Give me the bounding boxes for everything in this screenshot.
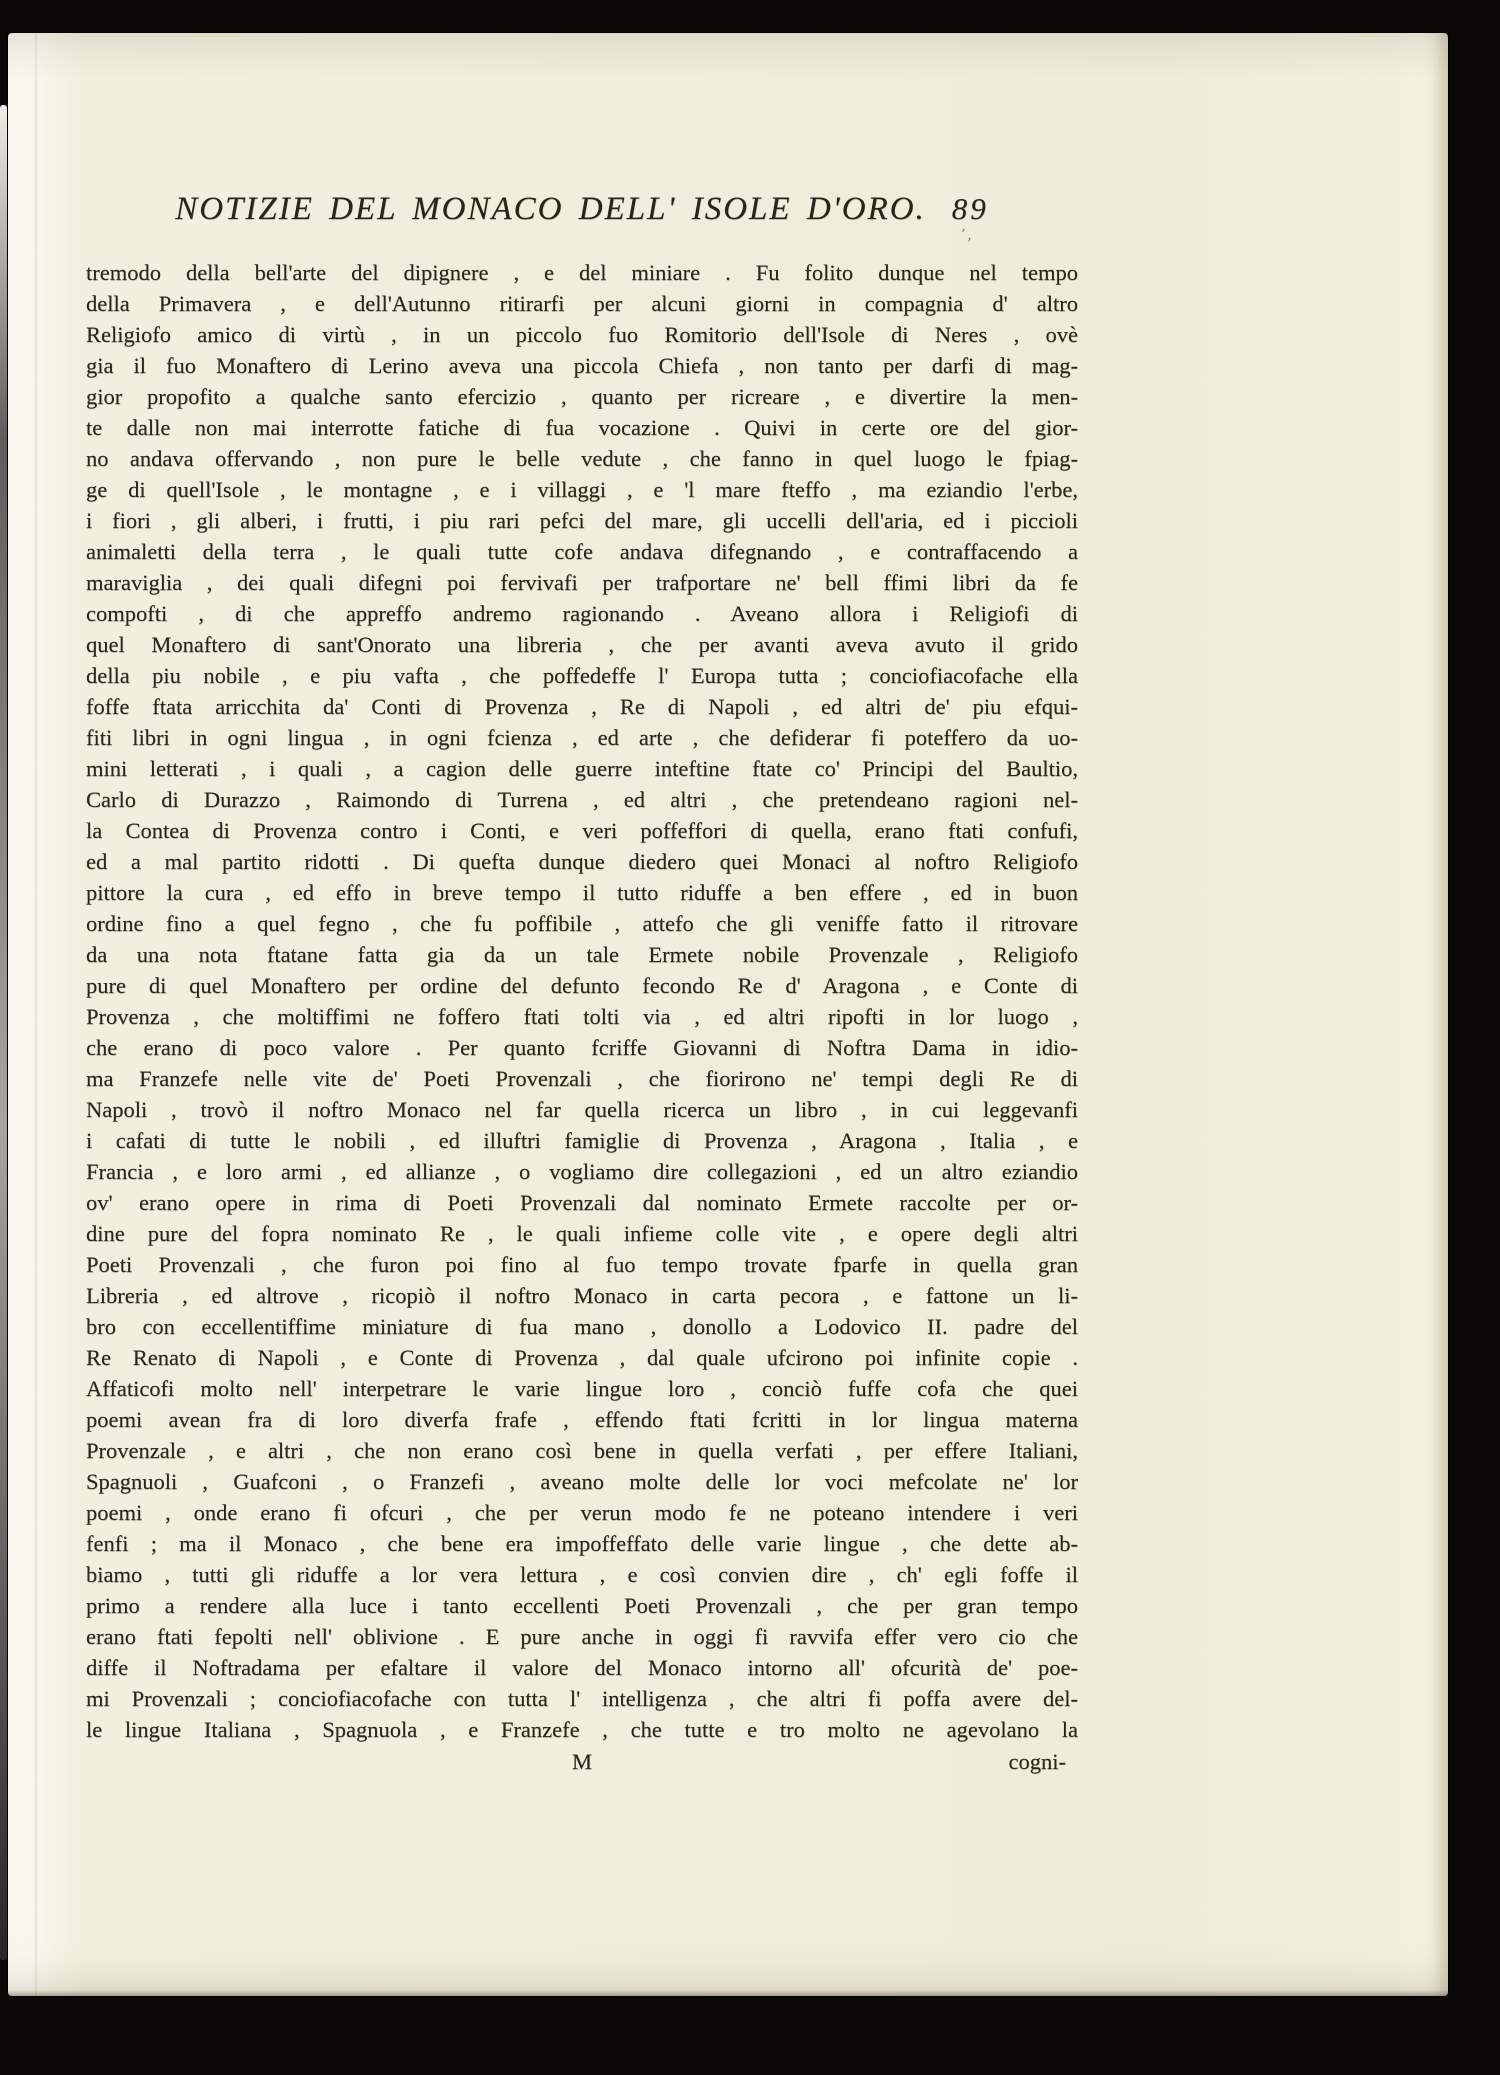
text-line: diffe il Noftradama per efaltare il valore del Monaco intorno all' ofcurità de' poe-: [86, 1655, 1078, 1680]
text-line: Napoli , trovò il noftro Monaco nel far quella ricerca un libro , in cui leggevanfi: [86, 1097, 1078, 1122]
text-line: Poeti Provenzali , che furon poi fino al fuo tempo trovate fparfe in quella gran: [86, 1252, 1078, 1277]
text-line: ed a mal partito ridotti . Di quefta dunque diedero quei Monaci al noftro Religiofo: [86, 849, 1078, 874]
text-line: gior propofito a qualche santo efercizio , quanto per ricreare , e divertire la men-: [86, 384, 1078, 409]
text-line: no andava offervando , non pure le belle vedute , che fanno in quel luogo le fpiag-: [86, 446, 1078, 471]
text-line: pittore la cura , ed effo in breve tempo il tutto riduffe a ben effere , ed in buon: [86, 880, 1078, 905]
text-line: animaletti della terra , le quali tutte cofe andava difegnando , e contraffacendo a: [86, 539, 1078, 564]
text-line: maraviglia , dei quali difegni poi fervivafi per trafportare ne' bell ffimi libri da fe: [86, 570, 1078, 595]
adjacent-page-edge: [0, 105, 7, 1960]
text-line: mini letterati , i quali , a cagion delle guerre inteftine ftate co' Principi del Baultio,: [86, 756, 1078, 781]
text-line: Carlo di Durazzo , Raimondo di Turrena , ed altri , che pretendeano ragioni nel-: [86, 787, 1078, 812]
running-header: [86, 191, 1078, 244]
book-page: [8, 33, 1448, 1996]
text-line: fiti libri in ogni lingua , in ogni fcienza , ed arte , che defiderar fi poteffero da uo-: [86, 725, 1078, 750]
text-line: biamo , tutti gli riduffe a lor vera lettura , e così convien dire , ch' egli foffe il: [86, 1562, 1078, 1587]
text-line: erano ftati fepolti nell' oblivione . E pure anche in oggi fi ravvifa effer vero cio che: [86, 1624, 1078, 1649]
signature-mark: M: [571, 1749, 592, 1774]
text-line: mi Provenzali ; conciofiacofache con tutta l' intelligenza , che altri fi poffa avere del-: [86, 1686, 1078, 1711]
text-line: bro con eccellentiffime miniature di fua mano , donollo a Lodovico II. padre del: [86, 1314, 1078, 1339]
page-content: [86, 191, 1078, 1777]
text-line: ov' erano opere in rima di Poeti Provenzali dal nominato Ermete raccolte per or-: [86, 1190, 1078, 1215]
catchword: cogni-: [1008, 1749, 1066, 1774]
text-line: compofti , di che appreffo andremo ragionando . Aveano allora i Religiofi di: [86, 601, 1078, 626]
text-line: foffe ftata arricchita da' Conti di Provenza , Re di Napoli , ed altri de' piu efqui-: [86, 694, 1078, 719]
text-line: Spagnuoli , Guafconi , o Franzefi , aveano molte delle lor voci mefcolate ne' lor: [86, 1469, 1078, 1494]
text-line: della Primavera , e dell'Autunno ritirarfi per alcuni giorni in compagnia d' altro: [86, 291, 1078, 316]
text-line: ma Franzefe nelle vite de' Poeti Provenzali , che fiorirono ne' tempi degli Re di: [86, 1066, 1078, 1091]
page-title: NOTIZIE DEL MONACO DELL' ISOLE D'ORO.: [175, 191, 926, 227]
text-line: Francia , e loro armi , ed allianze , o vogliamo dire collegazioni , ed un altro eziandio: [86, 1159, 1078, 1184]
text-line: Affaticofi molto nell' interpetrare le varie lingue loro , conciò fuffe cofa che quei: [86, 1376, 1078, 1401]
text-line: ge di quell'Isole , le montagne , e i villaggi , e 'l mare fteffo , ma eziandio l'erbe,: [86, 477, 1078, 502]
text-line: che erano di poco valore . Per quanto fcriffe Giovanni di Noftra Dama in idio-: [86, 1035, 1078, 1060]
page-number: 89: [951, 191, 989, 226]
text-line: dine pure del fopra nominato Re , le quali infieme colle vite , e opere degli altri: [86, 1221, 1078, 1246]
text-line: Religiofo amico di virtù , in un piccolo fuo Romitorio dell'Isole di Neres , ovè: [86, 322, 1078, 347]
footer-line: [86, 1746, 1078, 1777]
text-line: Provenzale , e altri , che non erano così bene in quella verfati , per effere Italiani,: [86, 1438, 1078, 1463]
text-line: da una nota ftatane fatta gia da un tale Ermete nobile Provenzale , Religiofo: [86, 942, 1078, 967]
text-line: pure di quel Monaftero per ordine del defunto fecondo Re d' Aragona , e Conte di: [86, 973, 1078, 998]
page-number-group: [951, 191, 989, 244]
text-line: i cafati di tutte le nobili , ed illuftri famiglie di Provenza , Aragona , Italia , e: [86, 1128, 1078, 1153]
text-line: le lingue Italiana , Spagnuola , e Franzefe , che tutte e tro molto ne agevolano la: [86, 1717, 1078, 1742]
text-line: poemi avean fra di loro diverfa frafe , effendo ftati fcritti in lor lingua materna: [86, 1407, 1078, 1432]
text-line: primo a rendere alla luce i tanto eccellenti Poeti Provenzali , che per gran tempo: [86, 1593, 1078, 1618]
body-text: [86, 257, 1078, 1745]
text-line: i fiori , gli alberi, i frutti, i piu rari pefci del mare, gli uccelli dell'aria, ed i piccioli: [86, 508, 1078, 533]
text-line: Re Renato di Napoli , e Conte di Provenza , dal quale ufcirono poi infinite copie .: [86, 1345, 1078, 1370]
text-line: della piu nobile , e piu vafta , che poffedeffe l' Europa tutta ; conciofiacofache ella: [86, 663, 1078, 688]
text-line: Provenza , che moltiffimi ne foffero ftati tolti via , ed altri ripofti in lor luogo ,: [86, 1004, 1078, 1029]
text-line: quel Monaftero di sant'Onorato una libreria , che per avanti aveva avuto il grido: [86, 632, 1078, 657]
text-line: la Contea di Provenza contro i Conti, e veri poffeffori di quella, erano ftati confufi,: [86, 818, 1078, 843]
ink-speck-marks: ’,: [958, 226, 976, 244]
text-line: Libreria , ed altrove , ricopiò il noftro Monaco in carta pecora , e fattone un li-: [86, 1283, 1078, 1308]
text-line: fenfi ; ma il Monaco , che bene era impoffeffato delle varie lingue , che dette ab-: [86, 1531, 1078, 1556]
text-line: ordine fino a quel fegno , che fu poffibile , attefo che gli veniffe fatto il ritrovare: [86, 911, 1078, 936]
text-line: gia il fuo Monaftero di Lerino aveva una piccola Chiefa , non tanto per darfi di mag-: [86, 353, 1078, 378]
text-line: poemi , onde erano fi ofcuri , che per verun modo fe ne poteano intendere i veri: [86, 1500, 1078, 1525]
text-line: tremodo della bell'arte del dipignere , e del miniare . Fu folito dunque nel tempo: [86, 260, 1078, 285]
text-line: te dalle non mai interrotte fatiche di fua vocazione . Quivi in certe ore del gior-: [86, 415, 1078, 440]
